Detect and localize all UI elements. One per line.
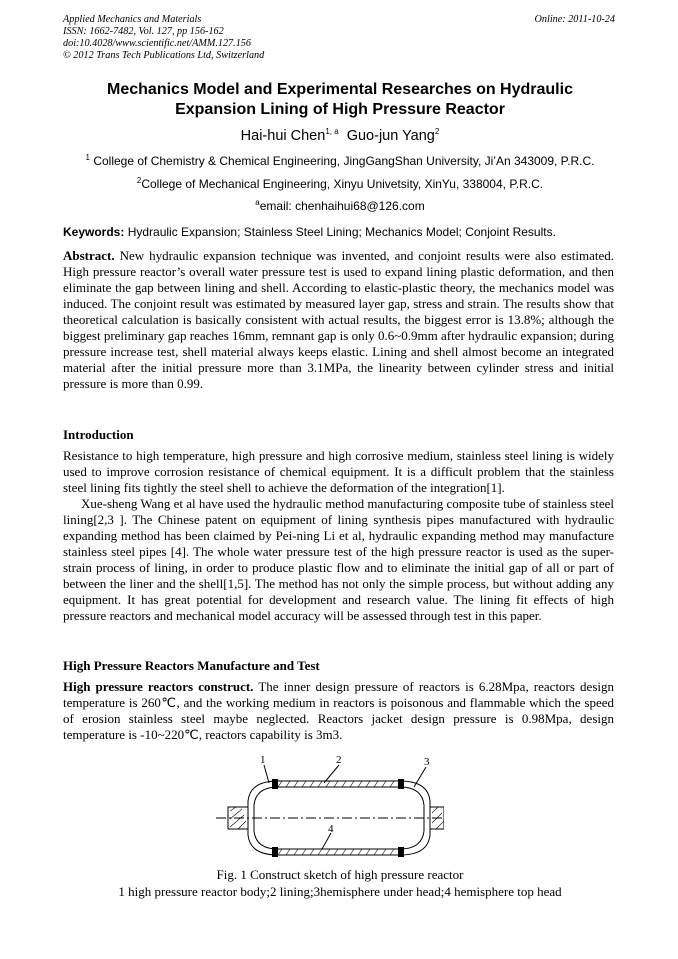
title-line-2: Expansion Lining of High Pressure Reactor — [175, 101, 505, 118]
author-2-sup: 2 — [434, 127, 440, 137]
subsection-text: The inner design pressure of reactors is 6.28Mpa, reactors design temperature is 260℃, and the working medium in reactors is poisonous and flammable which the speed of erosion stainless steel maybe neglected. Reactors jacket design pressure is 0.98Mpa, design temperature is -10~220℃, reactors capability is 3m3. — [63, 679, 614, 743]
affiliation-1 — [40, 154, 640, 168]
left-weld-bottom — [272, 847, 278, 857]
journal-header — [63, 14, 623, 62]
affiliation-2-sup: 2 — [136, 176, 142, 185]
left-weld — [272, 779, 278, 789]
email-text: email: chenhaihui68@126.com — [259, 199, 425, 213]
journal-name: Applied Mechanics and Materials — [63, 14, 202, 25]
introduction-para-1: Resistance to high temperature, high pressure and high corrosive medium, stainless steel lining is widely used to improve corrosion resistance of chemical equipment. It is a difficult problem that the stainless steel lining fits tightly the steel shell to achieve the deformation of the integration[1]. — [63, 448, 614, 496]
author-line — [40, 128, 640, 144]
author-2: Guo-jun Yang — [346, 128, 435, 144]
affiliation-2-text: College of Mechanical Engineering, Xinyu Univetsity, XinYu, 338004, P.R.C. — [141, 177, 544, 191]
affiliation-1-sup: 1 — [85, 153, 90, 162]
figure-label-3: 3 — [424, 756, 430, 768]
section-body — [63, 679, 614, 743]
abstract — [63, 248, 614, 392]
section-heading: High Pressure Reactors Manufacture and Test — [63, 658, 320, 673]
right-weld — [398, 779, 404, 789]
right-weld-bottom — [398, 847, 404, 857]
abstract-label: Abstract. — [63, 248, 115, 263]
doi-line: doi:10.4028/www.scientific.net/AMM.127.156 — [63, 38, 251, 49]
affiliation-2 — [40, 177, 640, 191]
leader-3 — [414, 767, 426, 787]
leader-2 — [324, 765, 339, 783]
email-sup: a — [255, 198, 260, 207]
paper-title — [40, 80, 640, 120]
online-date: Online: 2011-10-24 — [534, 14, 615, 25]
leader-4 — [322, 833, 331, 849]
figure-caption: Fig. 1 Construct sketch of high pressure reactor — [216, 867, 464, 882]
keywords — [63, 225, 614, 240]
author-email — [40, 199, 640, 213]
figure-label-4: 4 — [328, 823, 334, 835]
title-line-1: Mechanics Model and Experimental Researches on Hydraulic — [107, 81, 573, 98]
introduction-heading: Introduction — [63, 427, 134, 442]
shell-hatch-bottom — [278, 849, 394, 855]
affiliation-1-text: College of Chemistry & Chemical Engineering, JingGangShan University, Ji’An 343009, P.R.C. — [93, 154, 595, 168]
reactor-sketch-figure — [214, 753, 444, 863]
shell-hatch-top — [278, 781, 394, 787]
introduction-para-2: Xue-sheng Wang et al have used the hydraulic method manufacturing composite tube of stainless steel lining[2,3 ]. The Chinese patent on equipment of lining synthesis pipes manufactured with hydraulic expanding method has been claimed by Pei-ning Li et al, hydraulic expanding method may manufacture stainless steel pipes [4]. The whole water pressure test of the high pressure reactor is used as the super-strain process of lining, in order to produce plastic flow and to eliminate the initial gap of all or part of between the liner and the shell[1,5]. The method has not only the simple process, but without adding any equipment. It has great potential for development and research value. The lining fit effects of high pressure reactors and mechanical model accuracy will be assessed through test in this paper. — [63, 496, 615, 624]
introduction-body — [63, 448, 614, 625]
keywords-text: Hydraulic Expansion; Stainless Steel Lining; Mechanics Model; Conjoint Results. — [127, 225, 556, 239]
figure-legend: 1 high pressure reactor body;2 lining;3hemisphere under head;4 hemisphere top head — [118, 884, 562, 899]
copyright-line: © 2012 Trans Tech Publications Ltd, Switzerland — [63, 50, 265, 61]
figure-label-2: 2 — [336, 754, 342, 766]
abstract-text: New hydraulic expansion technique was invented, and conjoint results were also estimated. High pressure reactor’s overall water pressure test is used to expand lining plastic deformation, and then eliminate the gap between lining and shell. According to elastic-plastic theory, the mechanics model was induced. The conjoint result was estimated by measured layer gap, stress and strain. The results show that theoretical calculation is basically consistent with actual results, the biggest error is 13.8%; although the biggest preliminary gap reaches 16mm, remnant gap is only 0.6~0.9mm after hydraulic expansion; during pressure increase test, shell material always keeps elastic. Lining and shell almost become an integrated material after the initial pressure more than 3.1MPa, the linearity between cylinder stress and initial pressure is more than 0.99. — [63, 248, 615, 392]
author-1: Hai-hui Chen — [240, 128, 326, 144]
issn-line: ISSN: 1662-7482, Vol. 127, pp 156-162 — [63, 26, 224, 37]
keywords-label: Keywords: — [63, 225, 125, 239]
author-1-sup: 1, a — [325, 127, 339, 137]
figure-label-1: 1 — [260, 754, 266, 766]
subsection-label: High pressure reactors construct. — [63, 679, 254, 694]
leader-1 — [264, 765, 269, 783]
